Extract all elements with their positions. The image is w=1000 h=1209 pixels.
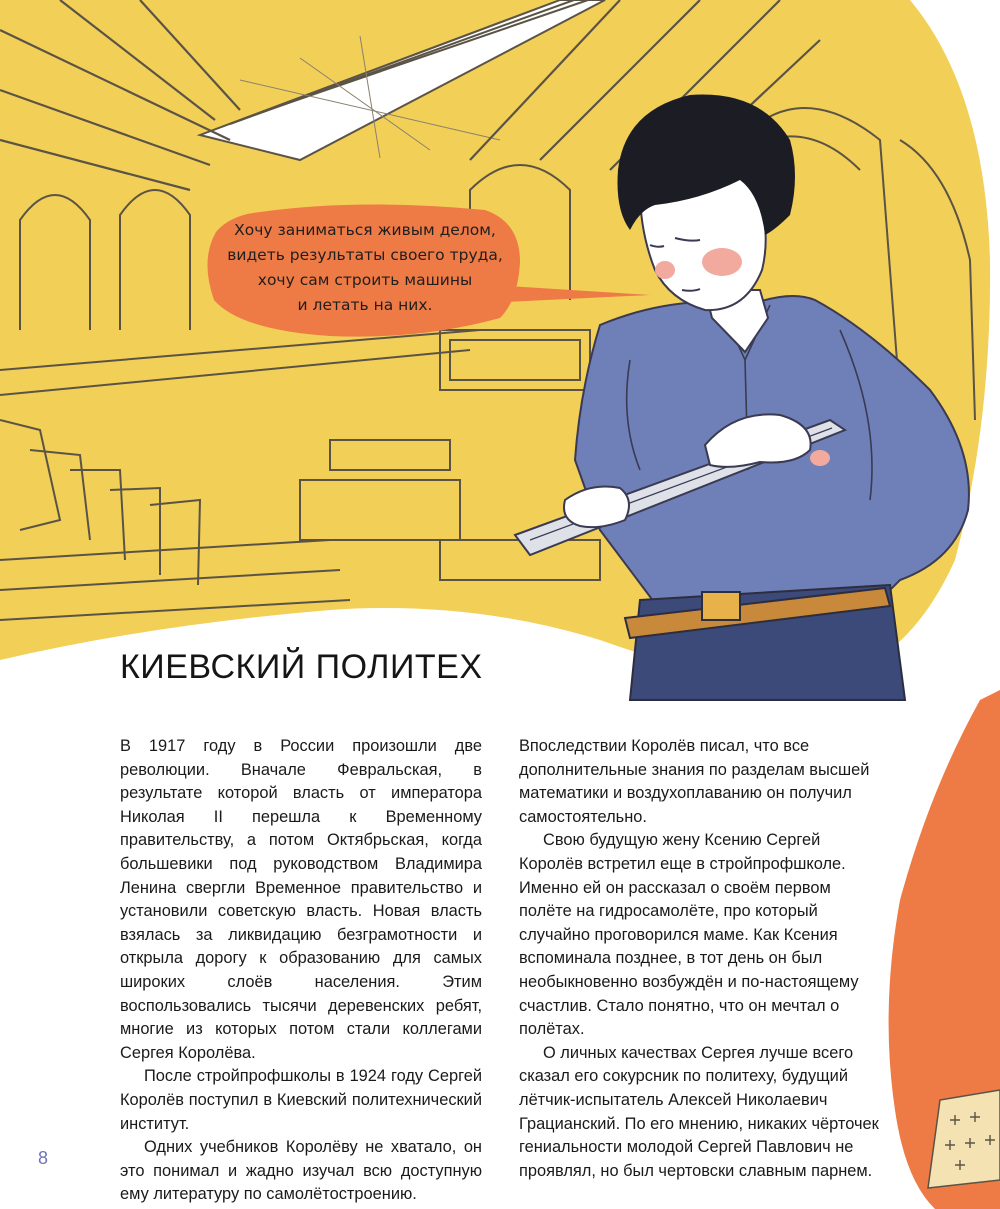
speech-bubble-text [215, 218, 515, 318]
paragraph: Свою будущую жену Ксению Сергей Королёв встретил еще в стройпрофшколе. Именно ей он рассказал о своём первом полёте на гидросамолёте, про который случайно проговорился маме. Как Ксения вспоминала позднее, в тот день он был необыкновенно возбуждён и по-настоящему счастлив. Стало понятно, что он мечтал о полётах. [519, 831, 859, 1039]
paper-sheet [928, 1090, 1000, 1188]
paragraph: Одних учебников Королёву не хватало, он это понимал и жадно изучал всю доступную ему литературу по самолётостроению. [120, 1138, 482, 1204]
right-column [519, 735, 881, 1183]
bubble-line: видеть результаты своего труда, [227, 246, 503, 264]
article-title: КИЕВСКИЙ ПОЛИТЕХ [120, 648, 483, 686]
paragraph: После стройпрофшколы в 1924 году Сергей Королёв поступил в Киевский политехнический институт. [120, 1067, 482, 1133]
paragraph: О личных качествах Сергея лучше всего сказал его сокурсник по политеху, будущий лётчик-испытатель Алексей Николаевич Грацианский. По его мнению, никаких чёрточек гениальности молодой Сергей Павлович не проявлял, но был чертовски славным парнем. [519, 1043, 879, 1180]
bubble-line: Хочу заниматься живым делом, [234, 221, 496, 239]
paragraph: В 1917 году в России произошли две революции. Вначале Февральская, в результате которой власть от императора Николая II перешла к Временному правительству, а потом Октябрьская, когда большевики под руководством Владимира Ленина свергли Временное правительство и установили советскую власть. Новая власть взялась за ликвидацию безграмотности и открыла дорогу к образованию для самых широких слоёв населения. Этим воспользовались тысячи деревенских ребят, многие из которых потом стали коллегами Сергея Королёва. [120, 737, 482, 1062]
bubble-line: и летать на них. [297, 296, 433, 314]
bubble-line: хочу сам строить машины [257, 271, 473, 289]
page-number: 8 [38, 1148, 49, 1168]
paragraph: Впоследствии Королёв писал, что все дополнительные знания по разделам высшей математики и воздухоплаванию он получил самостоятельно. [519, 737, 870, 826]
left-column [120, 735, 482, 1207]
